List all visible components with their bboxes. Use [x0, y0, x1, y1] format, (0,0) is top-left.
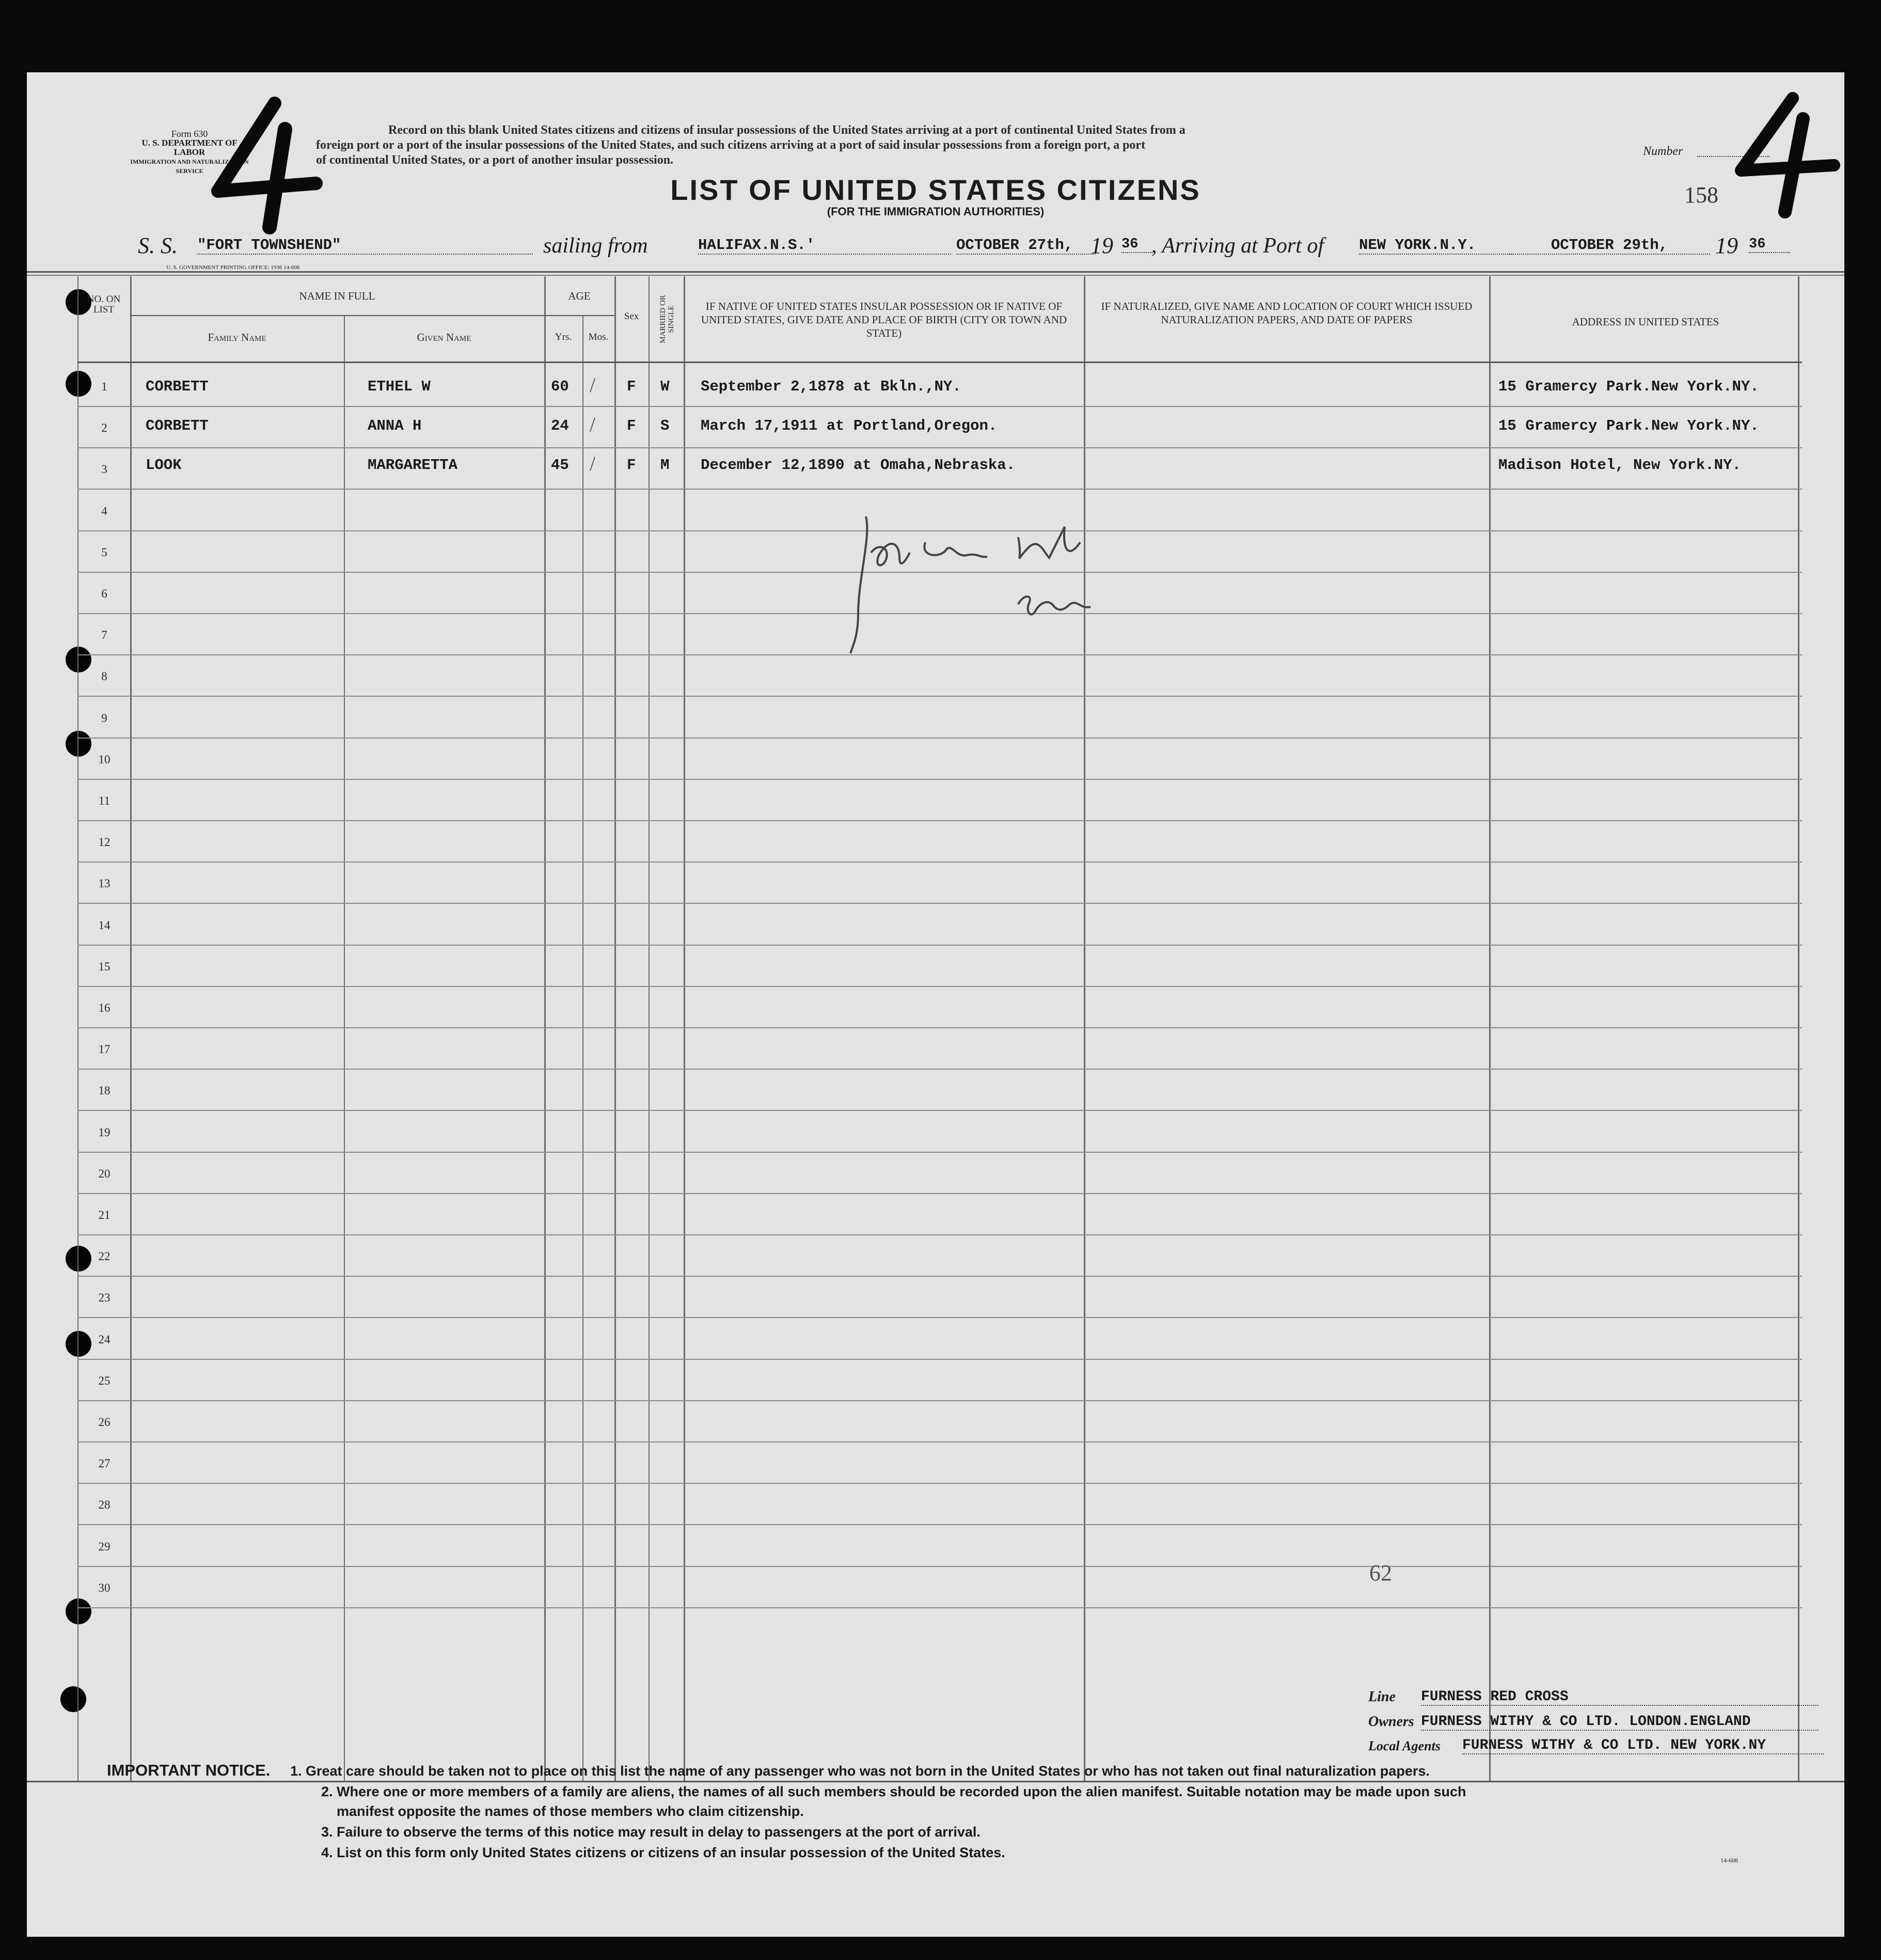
header-naturalized: IF NATURALIZED, GIVE NAME AND LOCATION OF COURT WHICH ISSUED NATURALIZATION PAPERS, AND DATE OF PAPERS: [1101, 300, 1473, 326]
row-rule: [77, 1524, 1802, 1525]
row-number: 4: [101, 504, 107, 518]
row-rule: [77, 406, 1802, 407]
passenger-address: 15 Gramercy Park.New York.NY.: [1498, 378, 1759, 395]
passenger-marital-status: M: [660, 457, 670, 474]
row-number: 3: [101, 463, 107, 476]
row-rule: [77, 738, 1802, 739]
row-rule: [77, 1193, 1802, 1194]
column-divider: [130, 276, 132, 1782]
year-prefix: 19: [1090, 233, 1113, 258]
row-number: 2: [101, 421, 107, 435]
instructions-block: [316, 123, 1576, 168]
row-number: 27: [98, 1457, 110, 1470]
header-no-on-list: NO. ON LIST: [87, 294, 121, 315]
row-number: 13: [98, 877, 110, 890]
passenger-family-name: CORBETT: [146, 378, 209, 395]
table-top-rule: [27, 271, 1844, 273]
row-number: 24: [98, 1332, 110, 1346]
header-family-name: Family Name: [208, 331, 266, 343]
header-married-single: MARRIED OR SINGLE: [659, 295, 675, 343]
year-prefix: 19: [1715, 233, 1738, 258]
line-value: FURNESS RED CROSS: [1421, 1689, 1819, 1706]
row-rule: [77, 447, 1802, 448]
instructions-line: Record on this blank United States citizens and citizens of insular possessions of the United States arriving at a port of continental United States from a: [388, 123, 1185, 137]
table-bottom-rule: [27, 1781, 1844, 1782]
agents-value: FURNESS WITHY & CO LTD. NEW YORK.NY: [1462, 1737, 1824, 1754]
row-number: 12: [98, 836, 110, 849]
row-rule: [77, 986, 1802, 987]
row-rule: [77, 1069, 1802, 1070]
row-number: 18: [98, 1084, 110, 1097]
row-rule: [77, 779, 1802, 780]
passenger-age-months: /: [590, 413, 596, 436]
passenger-sex: F: [627, 457, 636, 474]
column-divider: [544, 276, 546, 1782]
passenger-given-name: ANNA H: [368, 417, 422, 435]
departure-year: 36: [1121, 237, 1152, 253]
row-rule: [77, 1276, 1802, 1277]
passenger-family-name: LOOK: [146, 457, 182, 474]
column-divider: [649, 276, 650, 1782]
header-address: ADDRESS IN UNITED STATES: [1572, 316, 1719, 328]
passenger-marital-status: S: [660, 417, 670, 435]
agents-label: Local Agents: [1368, 1738, 1441, 1753]
ship-name: "FORT TOWNSHEND": [197, 237, 533, 255]
sailing-label: sailing from: [543, 234, 648, 258]
punch-hole: [60, 1686, 86, 1712]
row-rule: [77, 1400, 1802, 1401]
passenger-age-years: 60: [551, 378, 569, 395]
passenger-family-name: CORBETT: [146, 417, 209, 435]
row-number: 8: [101, 670, 107, 683]
passenger-given-name: ETHEL W: [368, 378, 431, 395]
arrival-port: NEW YORK.N.Y.: [1359, 237, 1514, 255]
row-rule: [77, 1152, 1802, 1153]
row-rule: [77, 1234, 1802, 1235]
row-rule: [77, 1483, 1802, 1484]
arrival-year: 36: [1749, 237, 1790, 253]
header-sex: Sex: [624, 311, 639, 322]
header-age: AGE: [568, 290, 591, 302]
passenger-address: 15 Gramercy Park.New York.NY.: [1498, 417, 1759, 435]
row-rule: [77, 945, 1802, 946]
arrival-date: OCTOBER 29th,: [1509, 237, 1710, 255]
passenger-age-years: 45: [551, 457, 569, 474]
row-rule: [77, 1359, 1802, 1360]
column-divider: [614, 276, 616, 1782]
form-code: 14-608: [1720, 1857, 1738, 1864]
line-label: Line: [1368, 1689, 1396, 1705]
header-birth: IF NATIVE OF UNITED STATES INSULAR POSSESSION OR IF NATIVE OF UNITED STATES, GIVE DATE AND PLACE OF BIRTH (CITY OR TOWN AND STATE): [701, 300, 1067, 339]
row-number: 22: [98, 1250, 110, 1263]
row-rule: [77, 1317, 1802, 1318]
row-number: 28: [98, 1498, 110, 1512]
passenger-given-name: MARGARETTA: [368, 457, 458, 474]
passenger-birth-info: September 2,1878 at Bkln.,NY.: [701, 378, 961, 395]
instructions-line: foreign port or a port of the insular possessions of the United States, and such citizens arriving at a port of said insular possessions from a foreign port, a port: [316, 138, 1146, 152]
row-rule: [77, 696, 1802, 697]
notice-title: IMPORTANT NOTICE.: [107, 1761, 271, 1779]
service-name: IMMIGRATION AND NATURALIZATION SERVICE: [130, 158, 249, 175]
row-number: 11: [98, 794, 110, 807]
notice-item-4: 4. List on this form only United States citizens or citizens of an insular possession of the United States.: [321, 1845, 1005, 1860]
row-number: 19: [98, 1125, 110, 1139]
inspector-signature: [822, 506, 1132, 671]
passenger-birth-info: December 12,1890 at Omaha,Nebraska.: [701, 457, 1016, 474]
punch-hole: [66, 1331, 91, 1357]
page-title: LIST OF UNITED STATES CITIZENS: [670, 174, 1201, 206]
row-number: 21: [98, 1209, 110, 1221]
row-number: 7: [101, 629, 107, 642]
column-divider: [1084, 276, 1085, 1782]
row-number: 30: [98, 1581, 110, 1594]
punch-hole: [66, 1598, 91, 1624]
row-rule: [77, 1027, 1802, 1028]
passenger-address: Madison Hotel, New York.NY.: [1498, 457, 1741, 474]
table-top-rule: [27, 275, 1844, 276]
header-bottom-rule: [77, 362, 1802, 363]
row-number: 25: [98, 1374, 110, 1387]
column-divider: [1489, 276, 1491, 1782]
header-age-years: Yrs.: [555, 332, 572, 342]
notice-item-2: 2. Where one or more members of a family are aliens, the names of all such members should be recorded upon the alien manifest. Suitable notation may be made upon such: [321, 1784, 1466, 1799]
punch-hole: [66, 371, 91, 397]
column-divider: [1798, 276, 1799, 1782]
ss-label: S. S.: [138, 233, 178, 258]
passenger-age-years: 24: [551, 417, 569, 435]
passenger-marital-status: W: [660, 378, 670, 395]
row-number: 5: [101, 545, 107, 559]
passenger-sex: F: [627, 378, 636, 395]
row-number: 16: [98, 1001, 110, 1014]
row-rule: [77, 1110, 1802, 1111]
page-subtitle: (FOR THE IMMIGRATION AUTHORITIES): [827, 205, 1045, 218]
row-number: 26: [98, 1416, 110, 1429]
column-divider: [77, 276, 78, 1782]
notice-item-3: 3. Failure to observe the terms of this notice may result in delay to passengers at the port of arrival.: [321, 1824, 981, 1840]
row-number: 1: [101, 380, 107, 393]
instructions-line: of continental United States, or a port of another insular possession.: [316, 153, 674, 167]
column-divider: [684, 276, 685, 1782]
header-given-name: Given Name: [417, 331, 471, 343]
manifest-sheet: [27, 72, 1844, 1937]
passenger-sex: F: [627, 417, 636, 435]
row-rule: [77, 489, 1802, 490]
row-rule: [77, 1607, 1802, 1608]
row-number: 10: [98, 752, 110, 766]
header-subrule: [130, 315, 614, 316]
column-divider: [582, 315, 583, 1782]
row-number: 14: [98, 918, 110, 932]
row-number: 17: [98, 1043, 110, 1056]
row-rule: [77, 1566, 1802, 1567]
header-name-in-full: NAME IN FULL: [299, 290, 375, 302]
form-number: Form 630: [171, 129, 208, 139]
row-number: 23: [98, 1291, 110, 1305]
passenger-birth-info: March 17,1911 at Portland,Oregon.: [701, 417, 998, 435]
owners-label: Owners: [1368, 1714, 1414, 1730]
notice-item-2-cont: manifest opposite the names of those members who claim citizenship.: [337, 1804, 804, 1819]
column-divider: [344, 315, 345, 1782]
punch-hole: [66, 1246, 91, 1272]
arriving-label: , Arriving at Port of: [1151, 234, 1324, 258]
owners-value: FURNESS WITHY & CO LTD. LONDON.ENGLAND: [1421, 1714, 1819, 1731]
passenger-age-months: /: [590, 452, 596, 476]
stamp-number: 158: [1684, 182, 1718, 208]
row-number: 29: [98, 1540, 110, 1553]
row-number: 20: [98, 1167, 110, 1180]
from-port: HALIFAX.N.S.': [698, 237, 951, 255]
row-rule: [77, 1441, 1802, 1442]
row-rule: [77, 861, 1802, 863]
punch-hole: [66, 647, 91, 672]
handwritten-four-left: [197, 93, 342, 248]
page-mark: 62: [1369, 1560, 1392, 1586]
row-number: 6: [101, 587, 107, 600]
passenger-age-months: /: [590, 373, 596, 397]
number-label: Number: [1643, 145, 1683, 158]
printing-office-note: U. S. GOVERNMENT PRINTING OFFICE: 1936 14-608: [166, 264, 300, 271]
departure-date: OCTOBER 27th,: [956, 237, 1096, 255]
row-rule: [77, 903, 1802, 904]
department-name: U. S. DEPARTMENT OF LABOR: [141, 138, 238, 157]
header-age-months: Mos.: [588, 332, 609, 342]
row-rule: [77, 820, 1802, 821]
notice-item-1: 1. Great care should be taken not to place on this list the name of any passenger who was not born in the United States or who has not taken out final naturalization papers.: [290, 1763, 1430, 1779]
row-number: 9: [101, 711, 107, 725]
row-number: 15: [98, 960, 110, 973]
punch-hole: [66, 731, 91, 757]
